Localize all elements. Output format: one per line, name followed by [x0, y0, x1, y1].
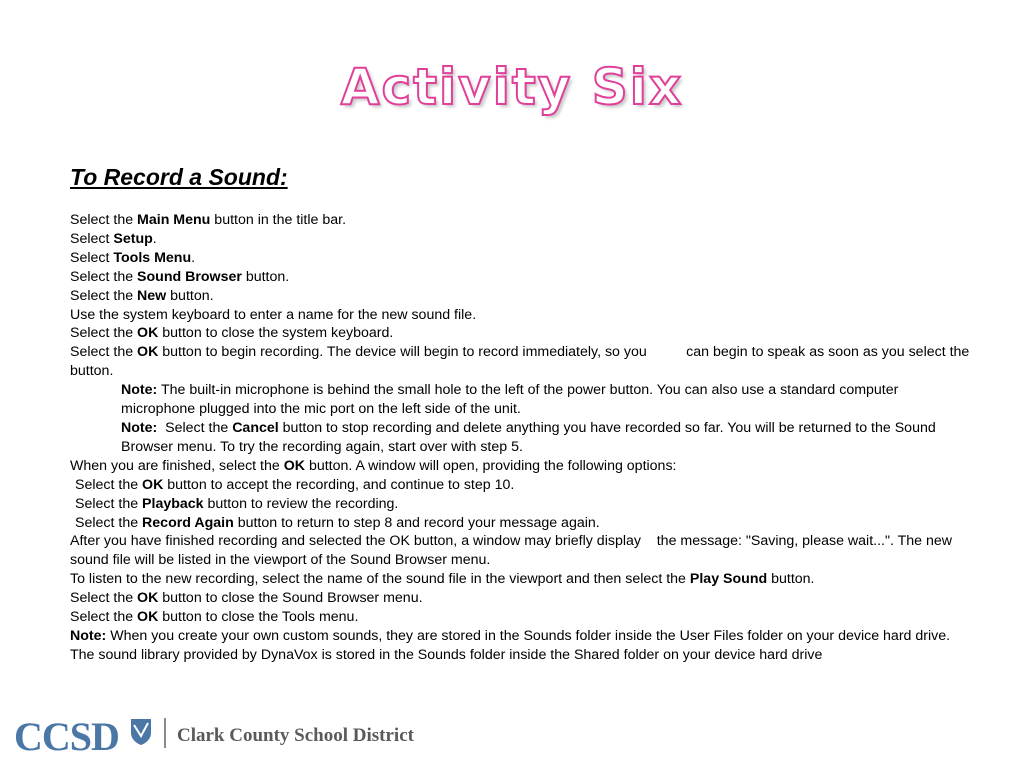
instruction-text: button to review the recording.	[203, 495, 399, 512]
instruction-keyword: OK	[137, 344, 159, 361]
instruction-text: button. A window will open, providing the following options:	[305, 457, 677, 474]
instruction-line	[70, 381, 975, 419]
instruction-keyword: OK	[283, 457, 306, 474]
instruction-text: When you are finished, select the	[70, 457, 284, 474]
instruction-text: Select the	[75, 514, 143, 531]
instruction-keyword: New	[137, 287, 167, 304]
instruction-text: button.	[767, 571, 815, 588]
logo-divider	[164, 718, 166, 748]
instruction-line	[70, 230, 975, 249]
instruction-text: button to close the Sound Browser menu.	[158, 590, 423, 607]
instruction-text: Use the system keyboard to enter a name for the new sound file.	[70, 306, 477, 323]
instruction-text: When you create your own custom sounds, they are stored in the Sounds folder inside the User Files folder on your device hard drive. The sound library provided by DynaVox is stored in the Sounds folder inside the Shared folder on your device hard drive	[70, 627, 954, 663]
instruction-line	[70, 608, 975, 627]
instruction-line	[70, 589, 975, 608]
logo-abbreviation: CCSD	[14, 714, 119, 759]
section-heading: To Record a Sound:	[70, 164, 288, 190]
instruction-keyword: OK	[137, 590, 159, 607]
instruction-line	[70, 495, 975, 514]
instruction-keyword: Play Sound	[689, 571, 768, 588]
instruction-line	[70, 514, 975, 533]
instruction-text: button to accept the recording, and continue to step 10.	[163, 476, 515, 493]
instruction-text: Select the	[70, 268, 138, 285]
instruction-text: button.	[166, 287, 214, 304]
instruction-line	[70, 343, 975, 381]
instruction-keyword: OK	[137, 609, 159, 626]
instruction-keyword: Note:	[70, 627, 107, 644]
instruction-line	[70, 532, 975, 570]
instruction-text: button to close the system keyboard.	[158, 325, 394, 342]
instruction-keyword: Tools Menu	[113, 249, 192, 266]
instructions-body	[70, 211, 975, 665]
instruction-text: Select the	[75, 495, 143, 512]
instruction-text: Select the	[75, 476, 143, 493]
instruction-keyword: Note:	[121, 382, 158, 399]
instruction-line	[70, 287, 975, 306]
instruction-text: button in the title bar.	[210, 212, 347, 228]
instruction-line	[70, 419, 975, 457]
instruction-text: Select the	[70, 590, 138, 607]
instruction-line	[70, 457, 975, 476]
instruction-text: Select	[70, 230, 114, 247]
instruction-text: Select the	[70, 325, 138, 342]
instruction-line	[70, 570, 975, 589]
slide-title: Activity Six	[340, 58, 684, 116]
instruction-keyword: Main Menu	[137, 212, 211, 228]
instruction-keyword: Cancel	[232, 419, 279, 436]
instruction-text: Select the	[70, 287, 138, 304]
instruction-text: The built-in microphone is behind the small hole to the left of the power button. You can also use a standard computer microphone plugged into the mic port on the left side of the unit.	[121, 382, 903, 418]
instruction-text: button to stop recording and delete anything you have recorded so far. You will be returned to the Sound Browser menu. To try the recording again, start over with step 5.	[121, 419, 940, 455]
instruction-text: button to close the Tools menu.	[158, 609, 359, 626]
instruction-keyword: Sound Browser	[137, 268, 242, 285]
district-logo	[14, 712, 414, 760]
instruction-keyword: OK	[142, 476, 164, 493]
instruction-keyword: OK	[137, 325, 159, 342]
instruction-text: After you have finished recording and selected the OK button, a window may briefly display the message: "Saving, please wait...". The new sound file will be listed in the viewport of the Sound Browser menu.	[70, 533, 956, 569]
instruction-text: Select the	[70, 212, 138, 228]
instruction-text: button to return to step 8 and record your message again.	[233, 514, 600, 531]
instruction-line	[70, 476, 975, 495]
instruction-keyword: Note:	[121, 419, 158, 436]
instruction-text: button to begin recording. The device will begin to record immediately, so you can begin to speak as soon as you select the button.	[70, 344, 974, 380]
instruction-text: Select the	[157, 419, 233, 436]
instruction-keyword: Playback	[142, 495, 204, 512]
instruction-text: button.	[241, 268, 290, 285]
instruction-line	[70, 249, 975, 268]
instruction-line	[70, 211, 975, 230]
instruction-line	[70, 306, 975, 325]
instruction-line	[70, 627, 975, 665]
instruction-text: .	[152, 230, 157, 247]
instruction-text: To listen to the new recording, select the name of the sound file in the viewport and then select the	[70, 571, 690, 588]
logo-district-name: Clark County School District	[177, 725, 414, 746]
instruction-keyword: Record Again	[142, 514, 234, 531]
instruction-text: Select	[70, 249, 114, 266]
instruction-keyword: Setup	[113, 230, 153, 247]
instruction-text: Select the	[70, 344, 138, 361]
instruction-text: Select the	[70, 609, 138, 626]
instruction-line	[70, 324, 975, 343]
instruction-line	[70, 268, 975, 287]
shield-icon	[130, 718, 152, 746]
instruction-text: .	[191, 249, 196, 266]
